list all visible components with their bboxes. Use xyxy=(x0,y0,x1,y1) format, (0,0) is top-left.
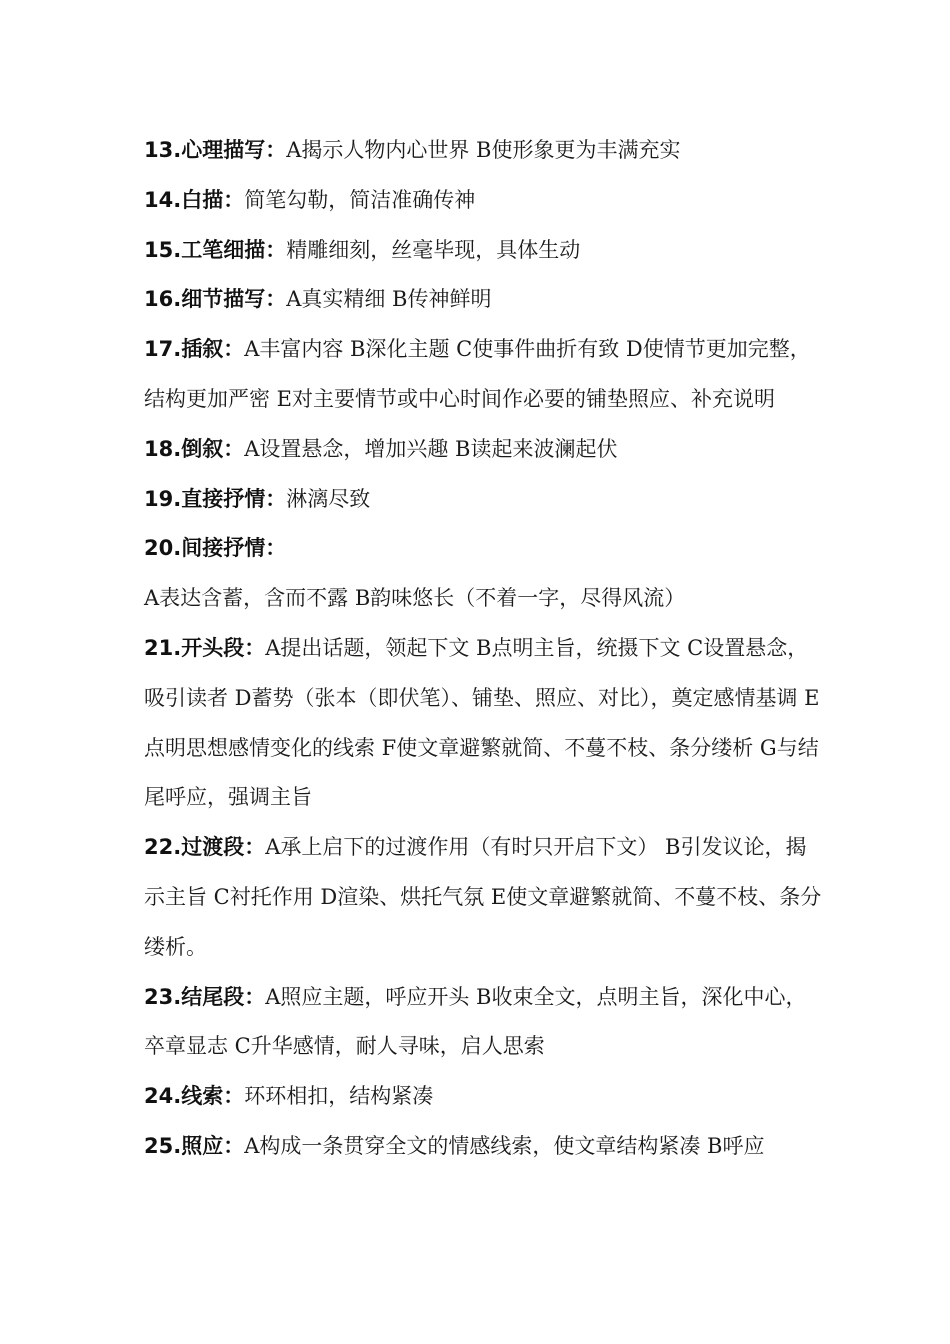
list-item xyxy=(144,176,824,226)
list-item xyxy=(144,823,824,972)
term-description: 环环相扣，结构紧凑 xyxy=(244,1084,434,1109)
term-description: A承上启下的过渡作用（有时只开启下文） B引发议论，揭示主旨 C衬托作用 D渲染、烘托气氛 E使文章避繁就简、不蔓不枝、条分缕析。 xyxy=(144,835,822,959)
list-item xyxy=(144,275,824,325)
term-label: 16.细节描写： xyxy=(144,287,287,312)
term-label: 23.结尾段： xyxy=(144,984,266,1009)
term-description: A揭示人物内心世界 B使形象更为丰满充实 xyxy=(286,138,681,162)
term-label: 15.工笔细描： xyxy=(144,237,287,262)
term-description: A表达含蓄，含而不露 B韵味悠长（不着一字，尽得风流） xyxy=(144,586,686,611)
term-description: 淋漓尽致 xyxy=(286,486,371,511)
term-label: 20.间接抒情： xyxy=(144,536,287,561)
term-description: A提出话题，领起下文 B点明主旨，统摄下文 C设置悬念，吸引读者 D蓄势（张本（即伏笔）、铺垫、照应、对比），奠定感情基调 E点明思想感情变化的线索 F使文章避繁就简、不蔓不枝、条分缕析 G与结尾呼应，强调主旨 xyxy=(144,635,820,810)
term-label: 21.开头段： xyxy=(144,635,266,660)
list-item xyxy=(144,425,824,475)
list-item xyxy=(144,524,824,624)
term-description: 精雕细刻，丝毫毕现，具体生动 xyxy=(286,237,581,262)
term-label: 22.过渡段： xyxy=(144,835,266,860)
term-label: 25.照应： xyxy=(144,1133,245,1158)
term-description: 简笔勾勒，简洁准确传神 xyxy=(244,187,476,212)
list-item xyxy=(144,226,824,276)
list-item xyxy=(144,973,824,1073)
list-item xyxy=(144,325,824,425)
document-body xyxy=(144,126,824,1172)
term-description: A构成一条贯穿全文的情感线索，使文章结构紧凑 B呼应 xyxy=(244,1133,765,1158)
list-item xyxy=(144,624,824,823)
term-label: 14.白描： xyxy=(144,187,245,212)
term-label: 19.直接抒情： xyxy=(144,486,287,511)
list-item xyxy=(144,1122,824,1172)
term-description: A真实精细 B传神鲜明 xyxy=(286,287,492,312)
list-item xyxy=(144,1072,824,1122)
term-description: A设置悬念，增加兴趣 B读起来波澜起伏 xyxy=(244,436,618,461)
term-label: 24.线索： xyxy=(144,1084,245,1109)
list-item xyxy=(144,475,824,525)
term-label: 18.倒叙： xyxy=(144,436,245,461)
term-label: 13.心理描写： xyxy=(144,138,287,162)
list-item xyxy=(144,126,824,176)
term-label: 17.插叙： xyxy=(144,337,245,362)
term-description: A丰富内容 B深化主题 C使事件曲折有致 D使情节更加完整，结构更加严密 E对主要情节或中心时间作必要的铺垫照应、补充说明 xyxy=(144,337,811,411)
term-description: A照应主题，呼应开头 B收束全文，点明主旨，深化中心，卒章显志 C升华感情，耐人寻味，启人思索 xyxy=(144,984,807,1059)
